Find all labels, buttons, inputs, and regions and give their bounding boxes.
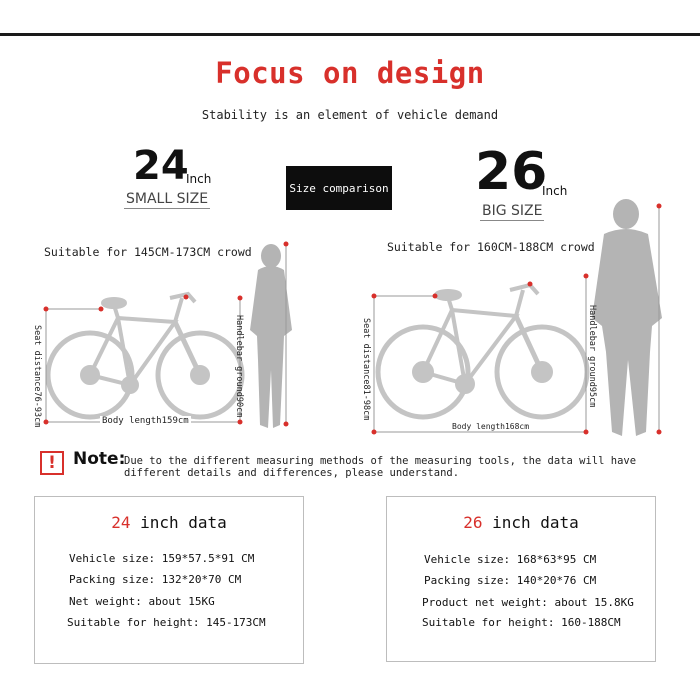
- panel-26-net-weight: Product net weight: about 15.8KG: [422, 596, 634, 609]
- big-suitable-text: Suitable for 160CM-188CM crowd: [387, 240, 595, 254]
- big-seat-distance-label: Seat distance81-98cm: [361, 318, 371, 421]
- panel-26-title-number: 26: [463, 513, 483, 532]
- panel-24-title: [35, 513, 303, 532]
- big-body-length-label: Body length168cm: [452, 422, 530, 431]
- small-bike-illustration: [48, 294, 242, 417]
- big-person-silhouette: [592, 199, 662, 436]
- panel-26-inch-data: [386, 496, 656, 662]
- big-handlebar-ground-label: Handlebar ground95cm: [587, 305, 597, 408]
- small-body-length-label: Body length159cm: [102, 416, 189, 426]
- small-handlebar-ground-label: Handlebar ground90cm: [234, 315, 244, 418]
- big-size-unit: Inch: [542, 184, 568, 198]
- page-subtitle: Stability is an element of vehicle demand: [201, 108, 499, 122]
- panel-24-title-text: inch data: [130, 513, 227, 532]
- note-text: Due to the different measuring methods of the measuring tools, the data will have different details and differences, please understand.: [124, 455, 637, 479]
- note-label: Note:: [73, 449, 126, 469]
- small-seat-distance-label: Seat distance76-93cm: [32, 325, 42, 428]
- warning-icon: !: [40, 451, 64, 475]
- panel-24-suitable-height: Suitable for height: 145-173CM: [67, 616, 266, 629]
- small-size-label: SMALL SIZE: [126, 191, 209, 207]
- big-bike-illustration: [378, 285, 587, 417]
- panel-26-title: [387, 513, 655, 532]
- big-size-number: 26: [475, 142, 548, 202]
- panel-24-net-weight: Net weight: about 15KG: [69, 595, 215, 608]
- panel-26-title-text: inch data: [482, 513, 579, 532]
- panel-24-inch-data: [34, 496, 304, 664]
- panel-26-packing-size: Packing size: 140*20*76 CM: [424, 574, 597, 587]
- big-size-label: BIG SIZE: [482, 203, 543, 219]
- panel-24-title-number: 24: [111, 513, 131, 532]
- small-suitable-text: Suitable for 145CM-173CM crowd: [44, 245, 252, 259]
- page-title: Focus on design: [215, 56, 485, 90]
- panel-26-vehicle-size: Vehicle size: 168*63*95 CM: [424, 553, 597, 566]
- small-size-number: 24: [133, 143, 189, 189]
- small-size-unit: Inch: [186, 172, 212, 186]
- panel-24-vehicle-size: Vehicle size: 159*57.5*91 CM: [69, 552, 255, 565]
- panel-26-suitable-height: Suitable for height: 160-188CM: [422, 616, 621, 629]
- size-comparison-label: Size comparison: [289, 181, 389, 195]
- panel-24-packing-size: Packing size: 132*20*70 CM: [69, 573, 242, 586]
